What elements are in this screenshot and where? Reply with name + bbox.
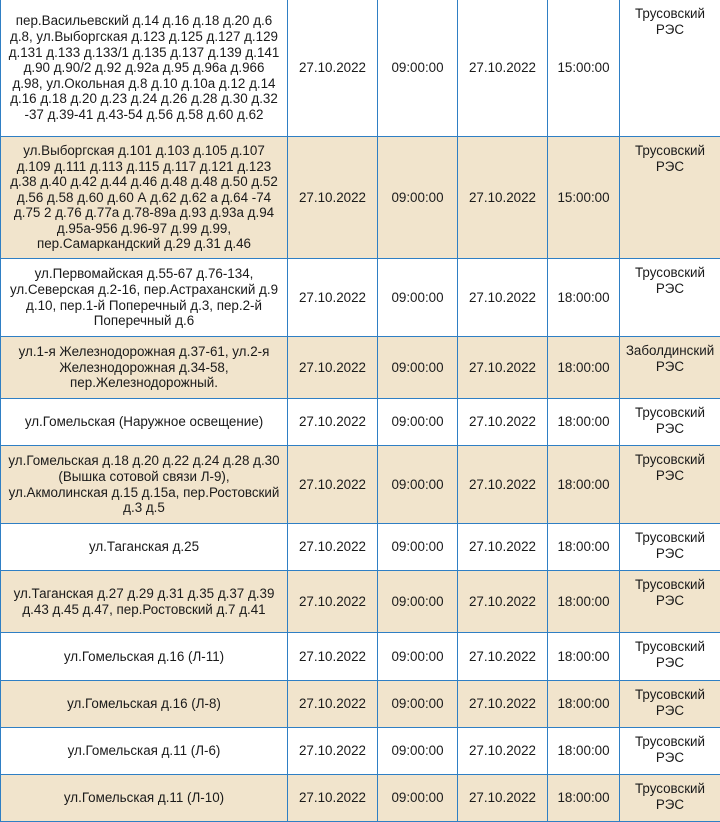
start-date-cell: 27.10.2022 <box>288 681 378 728</box>
start-date-cell: 27.10.2022 <box>288 0 378 137</box>
address-cell: ул.Таганская д.27 д.29 д.31 д.35 д.37 д.39 д.43 д.45 д.47, пер.Ростовский д.7 д.41 <box>1 571 288 633</box>
end-date-cell: 27.10.2022 <box>458 571 548 633</box>
table-row <box>1 681 720 728</box>
res-cell: Трусовский РЭС <box>620 259 720 337</box>
end-time-cell: 18:00:00 <box>548 728 620 775</box>
end-time-cell: 18:00:00 <box>548 399 620 446</box>
end-date-cell: 27.10.2022 <box>458 633 548 681</box>
end-date-cell: 27.10.2022 <box>458 775 548 822</box>
address-cell: ул.Гомельская д.11 (Л-6) <box>1 728 288 775</box>
address-cell: ул.Гомельская д.16 (Л-11) <box>1 633 288 681</box>
end-time-cell: 15:00:00 <box>548 0 620 137</box>
res-cell: Трусовский РЭС <box>620 446 720 524</box>
start-date-cell: 27.10.2022 <box>288 446 378 524</box>
address-cell: пер.Васильевский д.14 д.16 д.18 д.20 д.6 д.8, ул.Выборгская д.123 д.125 д.127 д.129 д.131 д.133 д.133/1 д.135 д.137 д.139 д.141 д.90 д.90/2 д.92 д.92а д.95 д.96а д.966 д.98, ул.Окольная д.8 д.10 д.10а д.12 д.14 д.16 д.18 д.20 д.23 д.24 д.26 д.28 д.30 д.32 -37 д.39-41 д.43-54 д.56 д.58 д.60 д.62 <box>1 0 288 137</box>
end-date-cell: 27.10.2022 <box>458 337 548 399</box>
table-row <box>1 633 720 681</box>
res-cell: Заболдинский РЭС <box>620 337 720 399</box>
start-date-cell: 27.10.2022 <box>288 337 378 399</box>
res-cell: Трусовский РЭС <box>620 633 720 681</box>
start-date-cell: 27.10.2022 <box>288 137 378 259</box>
end-date-cell: 27.10.2022 <box>458 399 548 446</box>
start-time-cell: 09:00:00 <box>378 524 458 571</box>
end-time-cell: 18:00:00 <box>548 524 620 571</box>
end-time-cell: 15:00:00 <box>548 137 620 259</box>
start-time-cell: 09:00:00 <box>378 259 458 337</box>
end-time-cell: 18:00:00 <box>548 446 620 524</box>
start-time-cell: 09:00:00 <box>378 571 458 633</box>
end-time-cell: 18:00:00 <box>548 259 620 337</box>
start-time-cell: 09:00:00 <box>378 137 458 259</box>
end-date-cell: 27.10.2022 <box>458 259 548 337</box>
start-date-cell: 27.10.2022 <box>288 775 378 822</box>
res-cell: Трусовский РЭС <box>620 775 720 822</box>
table-row <box>1 524 720 571</box>
res-cell: Трусовский РЭС <box>620 571 720 633</box>
end-date-cell: 27.10.2022 <box>458 0 548 137</box>
end-time-cell: 18:00:00 <box>548 681 620 728</box>
end-time-cell: 18:00:00 <box>548 571 620 633</box>
start-time-cell: 09:00:00 <box>378 775 458 822</box>
res-cell: Трусовский РЭС <box>620 728 720 775</box>
table-row <box>1 337 720 399</box>
table-row <box>1 0 720 137</box>
res-cell: Трусовский РЭС <box>620 524 720 571</box>
address-cell: ул.Первомайская д.55-67 д.76-134, ул.Северская д.2-16, пер.Астраханский д.9 д.10, пер.1-й Поперечный д.3, пер.2-й Поперечный д.6 <box>1 259 288 337</box>
start-date-cell: 27.10.2022 <box>288 524 378 571</box>
table-row <box>1 259 720 337</box>
end-date-cell: 27.10.2022 <box>458 728 548 775</box>
start-date-cell: 27.10.2022 <box>288 571 378 633</box>
address-cell: ул.Гомельская д.18 д.20 д.22 д.24 д.28 д.30 (Вышка сотовой связи Л-9), ул.Акмолинская д.15 д.15а, пер.Ростовский д.3 д.5 <box>1 446 288 524</box>
address-cell: ул.1-я Железнодорожная д.37-61, ул.2-я Железнодорожная д.34-58, пер.Железнодорожный. <box>1 337 288 399</box>
end-date-cell: 27.10.2022 <box>458 524 548 571</box>
start-time-cell: 09:00:00 <box>378 399 458 446</box>
end-date-cell: 27.10.2022 <box>458 681 548 728</box>
start-date-cell: 27.10.2022 <box>288 259 378 337</box>
table-row <box>1 399 720 446</box>
end-time-cell: 18:00:00 <box>548 337 620 399</box>
start-time-cell: 09:00:00 <box>378 681 458 728</box>
table-row <box>1 446 720 524</box>
res-cell: Трусовский РЭС <box>620 137 720 259</box>
start-time-cell: 09:00:00 <box>378 337 458 399</box>
end-date-cell: 27.10.2022 <box>458 446 548 524</box>
end-date-cell: 27.10.2022 <box>458 137 548 259</box>
address-cell: ул.Гомельская д.11 (Л-10) <box>1 775 288 822</box>
address-cell: ул.Гомельская д.16 (Л-8) <box>1 681 288 728</box>
start-date-cell: 27.10.2022 <box>288 399 378 446</box>
start-date-cell: 27.10.2022 <box>288 633 378 681</box>
start-time-cell: 09:00:00 <box>378 633 458 681</box>
start-time-cell: 09:00:00 <box>378 446 458 524</box>
address-cell: ул.Выборгская д.101 д.103 д.105 д.107 д.109 д.111 д.113 д.115 д.117 д.121 д.123 д.38 д.40 д.42 д.44 д.46 д.48 д.48 д.50 д.52 д.56 д.58 д.60 д.60 А д.62 д.62 а д.64 -74 д.75 2 д.76 д.77а д.78-89а д.93 д.93а д.94 д.95а-956 д.96-97 д.99 д.99, пер.Самаркандский д.29 д.31 д.46 <box>1 137 288 259</box>
table-row <box>1 571 720 633</box>
address-cell: ул.Гомельская (Наружное освещение) <box>1 399 288 446</box>
address-cell: ул.Таганская д.25 <box>1 524 288 571</box>
res-cell: Трусовский РЭС <box>620 681 720 728</box>
table-row <box>1 728 720 775</box>
end-time-cell: 18:00:00 <box>548 775 620 822</box>
end-time-cell: 18:00:00 <box>548 633 620 681</box>
start-time-cell: 09:00:00 <box>378 728 458 775</box>
table-row <box>1 137 720 259</box>
res-cell: Трусовский РЭС <box>620 399 720 446</box>
res-cell: Трусовский РЭС <box>620 0 720 137</box>
start-time-cell: 09:00:00 <box>378 0 458 137</box>
start-date-cell: 27.10.2022 <box>288 728 378 775</box>
table-row <box>1 775 720 822</box>
